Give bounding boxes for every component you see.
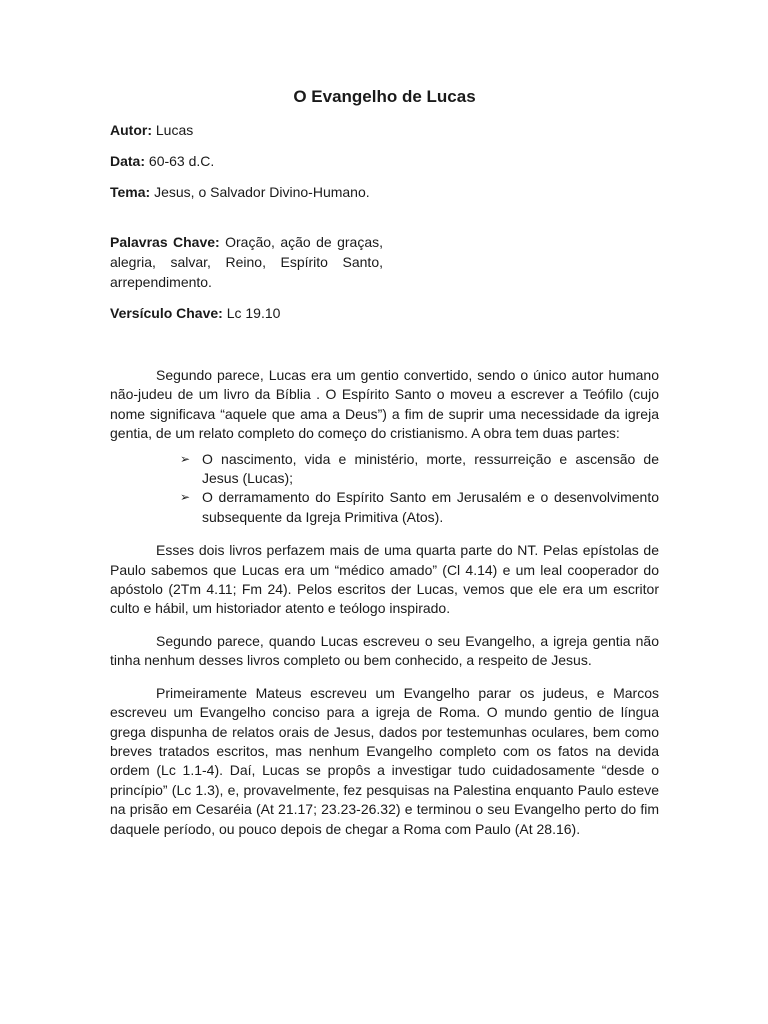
meta-theme-label: Tema: [110,184,151,200]
meta-date-value: 60-63 d.C. [145,153,215,169]
bullet-text: O derramamento do Espírito Santo em Jerusalém e o desenvolvimento subsequente da Igreja Primitiva (Atos). [202,489,659,525]
paragraph-intro: Segundo parece, Lucas era um gentio convertido, sendo o único autor humano não-judeu de um livro da Bíblia . O Espírito Santo o moveu a escrever a Teófilo (cujo nome significava “aquele que ama a Deus”) a fim de suprir uma necessidade da igreja gentia, de um relato completo do começo do cristianismo. A obra tem duas partes: [110,367,659,442]
meta-key-verse [110,303,383,323]
meta-keywords-label: Palavras Chave: [110,234,220,250]
paragraph-epistles: Esses dois livros perfazem mais de uma quarta parte do NT. Pelas epístolas de Paulo sabemos que Lucas era um “médico amado” (Cl 4.14) e um leal cooperador do apóstolo (2Tm 4.11; Fm 24). Pelos escritos der Lucas, vemos que ele era um escritor culto e hábil, um historiador atento e teólogo inspirado. [110,542,659,617]
meta-key-verse-label: Versículo Chave: [110,305,223,321]
meta-theme [110,182,383,202]
meta-author-value: Lucas [152,122,194,138]
document-body [110,366,659,852]
bullet-item [110,488,659,527]
bullet-list [110,450,659,528]
bullet-text: O nascimento, vida e ministério, morte, ressurreição e ascensão de Jesus (Lucas); [202,450,659,487]
arrow-bullet-icon: ➢ [180,490,191,505]
meta-theme-value: Jesus, o Salvador Divino-Humano. [150,184,370,200]
meta-keywords-value: Oração, ação de graças, alegria, salvar, Reino, Espírito Santo, arrependimento. [110,234,383,290]
meta-date [110,151,383,171]
arrow-bullet-icon: ➢ [180,451,191,466]
meta-key-verse-value: Lc 19.10 [222,305,281,321]
meta-date-label: Data: [110,153,146,169]
meta-author [110,120,383,140]
meta-author-label: Autor: [110,122,152,138]
paragraph-gospels-history: Primeiramente Mateus escreveu um Evangelho parar os judeus, e Marcos escreveu um Evangelho conciso para a igreja de Roma. O mundo gentio de língua grega dispunha de relatos orais de Jesus, dados por testemunhas oculares, bem como breves tratados escritos, mas nenhum Evangelho completo com os fatos na devida ordem (Lc 1.1-4). Daí, Lucas se propôs a investigar tudo cuidadosamente “desde o princípio” (Lc 1.3), e, provavelmente, fez pesquisas na Palestina enquanto Paulo esteve na prisão em Cesaréia (At 21.17; 23.23-26.32) e terminou o seu Evangelho perto do fim daquele período, ou pouco depois de chegar a Roma com Paulo (At 28.16). [110,684,659,837]
bullet-item [110,450,659,489]
paragraph-gentile-church: Segundo parece, quando Lucas escreveu o seu Evangelho, a igreja gentia não tinha nenhum desses livros completo ou bem conhecido, a respeito de Jesus. [110,632,659,669]
meta-keywords [110,232,383,292]
document-title: O Evangelho de Lucas [293,87,476,106]
